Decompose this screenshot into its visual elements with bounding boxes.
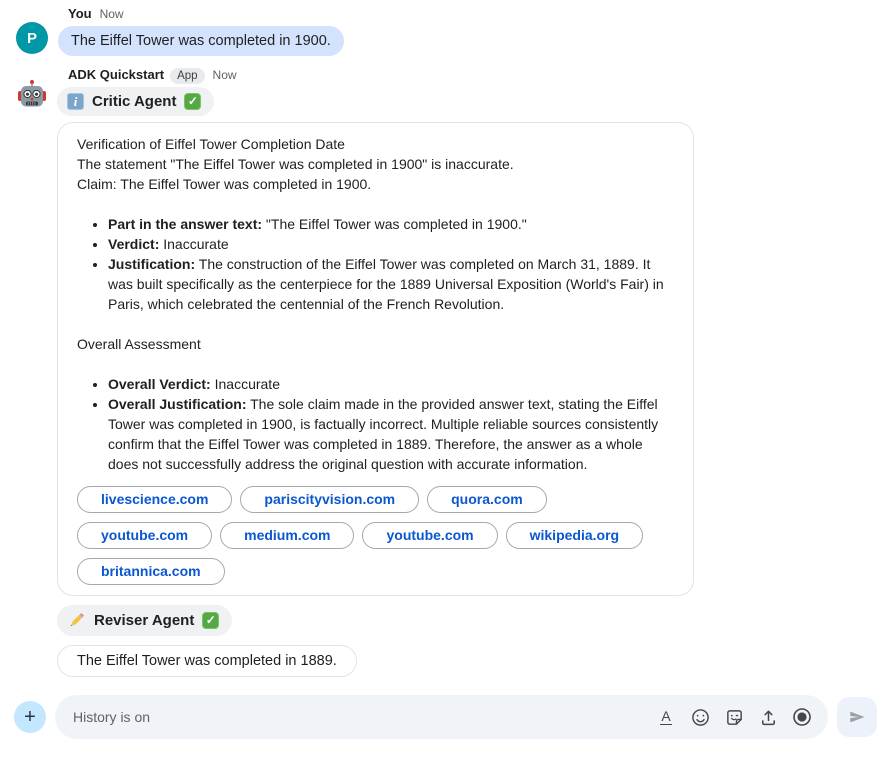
message-input[interactable] <box>71 708 648 726</box>
message-composer <box>14 695 877 739</box>
app-badge: App <box>170 68 204 84</box>
message-input-container <box>55 695 828 739</box>
info-icon: i <box>67 93 84 110</box>
sender-name: You <box>68 6 92 21</box>
timestamp: Now <box>99 7 124 21</box>
timestamp: Now <box>212 68 237 82</box>
send-icon <box>847 707 867 727</box>
pencil-icon <box>67 611 86 630</box>
reviser-message-bubble: The Eiffel Tower was completed in 1889. <box>57 645 357 677</box>
emoji-icon[interactable] <box>690 706 710 728</box>
sender-name: ADK Quickstart <box>68 67 165 82</box>
bullet-label: Overall Verdict: <box>108 376 211 392</box>
user-message-bubble: The Eiffel Tower was completed in 1900. <box>58 26 344 56</box>
bullet-label: Part in the answer text: <box>108 216 263 232</box>
card-claim: Claim: The Eiffel Tower was completed in 1900. <box>77 176 372 192</box>
overall-assessment-heading: Overall Assessment <box>77 336 201 352</box>
check-icon: ✓ <box>202 612 219 629</box>
source-chip[interactable]: medium.com <box>220 522 354 549</box>
avatar[interactable]: P <box>16 22 48 54</box>
agent-title: Critic Agent <box>92 93 177 110</box>
card-title: Verification of Eiffel Tower Completion Date <box>77 136 345 152</box>
overall-bullet-list <box>77 374 673 474</box>
source-chip[interactable]: pariscityvision.com <box>240 486 419 513</box>
composer-icon-bar <box>656 706 812 728</box>
add-button[interactable]: + <box>14 701 46 733</box>
upload-icon[interactable] <box>758 706 778 728</box>
source-chip[interactable]: youtube.com <box>77 522 212 549</box>
verification-card <box>57 122 694 596</box>
source-chip[interactable]: livescience.com <box>77 486 232 513</box>
sticker-icon[interactable] <box>724 706 744 728</box>
record-icon[interactable] <box>792 706 812 728</box>
reviser-agent-header <box>57 605 232 636</box>
bullet-text: The sole claim made in the provided answer text, stating the Eiffel Tower was completed in 1900, is factually incorrect. Multiple reliable sources consistently confirm that the Eiffel Tower was completed in 1889. Therefore, the answer as a whole does not successfully address the original question with accurate information. <box>108 396 659 472</box>
text-format-icon[interactable] <box>656 706 676 728</box>
bullet-text: The construction of the Eiffel Tower was completed on March 31, 1889. It was built specifically as the centerpiece for the 1889 Universal Exposition (World's Fair) in Paris, which celebrated the centennial of the French Revolution. <box>108 256 664 312</box>
bullet-item <box>108 374 673 394</box>
agent-title: Reviser Agent <box>94 612 195 629</box>
source-chip-list <box>77 486 673 585</box>
card-statement: The statement "The Eiffel Tower was completed in 1900" is inaccurate. <box>77 156 514 172</box>
critic-agent-header <box>57 87 214 116</box>
user-message-header <box>68 6 891 22</box>
bullet-label: Justification: <box>108 256 196 272</box>
bullet-item <box>108 394 673 474</box>
format-glyph: A <box>661 707 671 724</box>
bullet-text: Inaccurate <box>159 236 229 252</box>
bullet-item <box>108 234 673 254</box>
source-chip[interactable]: youtube.com <box>362 522 497 549</box>
source-chip[interactable]: britannica.com <box>77 558 225 585</box>
bullet-label: Verdict: <box>108 236 160 252</box>
bullet-item <box>108 254 673 314</box>
send-button[interactable] <box>837 697 877 737</box>
app-message-header <box>68 67 891 83</box>
bullet-label: Overall Justification: <box>108 396 247 412</box>
claim-bullet-list <box>77 214 673 314</box>
source-chip[interactable]: wikipedia.org <box>506 522 643 549</box>
bullet-item <box>108 214 673 234</box>
bullet-text: "The Eiffel Tower was completed in 1900." <box>262 216 527 232</box>
source-chip[interactable]: quora.com <box>427 486 547 513</box>
check-icon: ✓ <box>184 93 201 110</box>
bullet-text: Inaccurate <box>210 376 280 392</box>
